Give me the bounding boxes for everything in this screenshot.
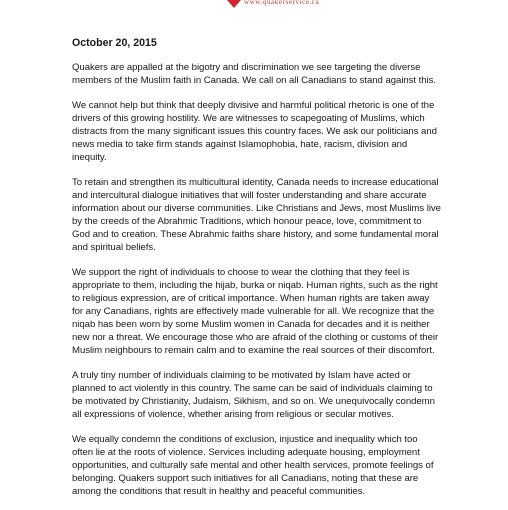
paragraph-line: We equally condemn the conditions of exclusion, injustice and inequality which too — [72, 434, 418, 445]
paragraph-line: God and to creation. These Abrahmic faiths share history, and some fundamental moral — [72, 229, 439, 240]
paragraph-line: among the conditions that result in healthy and peaceful communities. — [72, 486, 366, 497]
paragraph-line: new nor a threat. We encourage those who are afraid of the clothing or customs of their — [72, 332, 439, 343]
paragraph-line: and intercultural dialogue initiatives that will foster understanding and share accurate — [72, 190, 427, 201]
logo-mark — [227, 0, 241, 8]
paragraph-line: We support the right of individuals to choose to wear the clothing that they feel is — [72, 267, 410, 278]
paragraph-line: To retain and strengthen its multicultural identity, Canada needs to increase educational — [72, 177, 439, 188]
paragraph-line: Quakers are appalled at the bigotry and discrimination we see targeting the diverse — [72, 62, 421, 73]
paragraph-line: niqab has been worn by some Muslim women in Canada for decades and it is neither — [72, 319, 430, 330]
paragraph-line: often lie at the roots of violence. Services including adequate housing, employment — [72, 447, 420, 458]
paragraph-line: all expressions of violence, whether arising from religious or secular motives. — [72, 409, 394, 420]
paragraph-line: belonging. Quakers support such initiatives for all Canadians, noting that these are — [72, 473, 419, 484]
paragraph-line: inequity. — [72, 152, 107, 163]
letter-date: October 20, 2015 — [72, 37, 157, 49]
paragraph-3 — [72, 176, 500, 254]
paragraph-line: for any Canadians, rights are effectively made vulnerable for all. We recognize that the — [72, 306, 435, 317]
letter-body — [72, 36, 500, 510]
paragraph-2 — [72, 99, 500, 164]
paragraph-line: by the creeds of the Abrahmic Traditions, which honour peace, love, commitment to — [72, 216, 422, 227]
paragraph-line: news media to take firm stands against Islamophobia, hate, racism, division and — [72, 139, 408, 150]
organization-website: www.quakerservice.ca — [244, 0, 320, 6]
paragraph-line: information about our diverse communities. Like Christians and Jews, most Muslims live — [72, 203, 441, 214]
paragraph-line: to religious expression, are of critical importance. When human rights are taken away — [72, 293, 430, 304]
paragraph-1 — [72, 61, 500, 87]
paragraph-line: distracts from the many significant issues this country faces. We ask our politicians and — [72, 126, 437, 137]
paragraph-line: A truly tiny number of individuals claiming to be motivated by Islam have acted or — [72, 370, 411, 381]
paragraph-line: We cannot help but think that deeply divisive and harmful political rhetoric is one of the — [72, 100, 435, 111]
paragraph-line: Muslim neighbours to remain calm and to examine the real sources of their discomfort. — [72, 345, 435, 356]
paragraph-line: and spiritual beliefs. — [72, 242, 156, 253]
paragraph-line: members of the Muslim faith in Canada. We call on all Canadians to stand against this. — [72, 75, 437, 86]
paragraph-line: appropriate to them, including the hijab, burka or niqab. Human rights, such as the right — [72, 280, 438, 291]
paragraph-5 — [72, 369, 500, 421]
paragraph-line: drivers of this growing hostility. We are witnesses to scapegoating of Muslims, which — [72, 113, 425, 124]
paragraph-6 — [72, 433, 500, 498]
paragraph-line: be motivated by Christianity, Judaism, Sikhism, and so on. We unequivocally condemn — [72, 396, 435, 407]
paragraph-line: opportunities, and culturally safe mental and other health services, promote feelings of — [72, 460, 434, 471]
paragraph-4 — [72, 266, 500, 357]
paragraph-line: planned to act violently in this country. The same can be said of individuals claiming to — [72, 383, 433, 394]
